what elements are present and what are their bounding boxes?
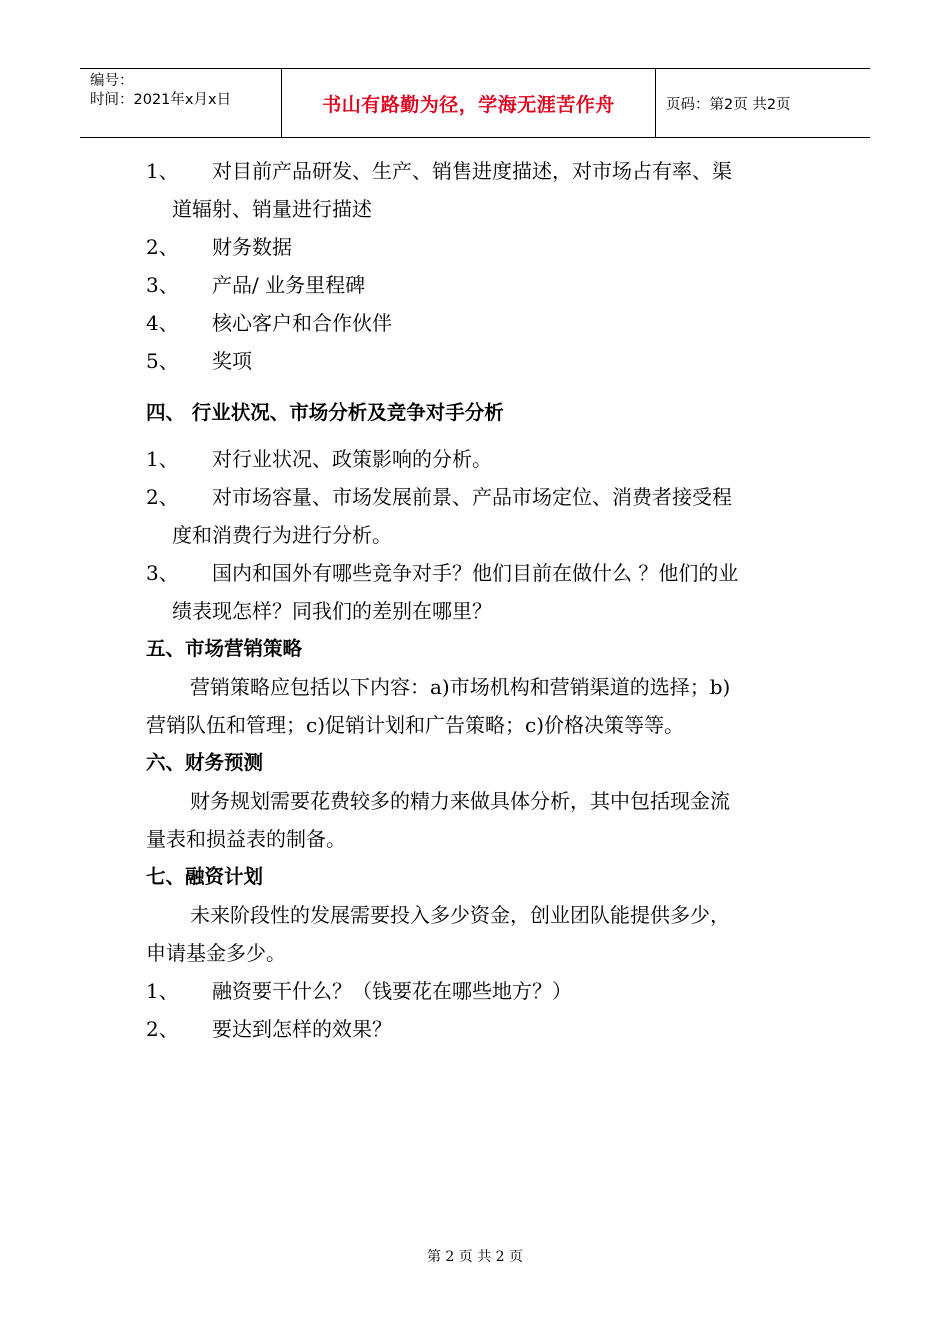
list-item — [146, 554, 806, 630]
document-date-label: 时间：2021年x月x日 — [90, 92, 232, 108]
list-number: 5、 — [146, 349, 179, 373]
paragraph-line: 申请基金多少。 — [146, 941, 286, 965]
list-item — [146, 228, 806, 266]
list-item — [146, 304, 806, 342]
paragraph — [146, 668, 806, 744]
section-heading: 五、市场营销策略 — [146, 637, 303, 660]
list-number: 3、 — [146, 273, 179, 297]
paragraph-line: 财务规划需要花费较多的精力来做具体分析，其中包括现金流 — [190, 789, 730, 813]
list-text: 国内和国外有哪些竞争对手？他们目前在做什么 ？他们的业 — [212, 561, 739, 585]
list-item — [146, 972, 806, 1010]
header-page-number: 页码：第2页 共2页 — [666, 96, 791, 113]
header-meta — [80, 69, 282, 137]
list-number: 2、 — [146, 485, 179, 509]
list-text: 对市场容量、市场发展前景、产品市场定位、消费者接受程 — [212, 485, 732, 509]
paragraph — [146, 896, 806, 972]
paragraph-line: 量表和损益表的制备。 — [146, 827, 346, 851]
list-number: 1、 — [146, 447, 179, 471]
header-motto: 书山有路勤为径，学海无涯苦作舟 — [282, 69, 656, 137]
list-number: 4、 — [146, 311, 179, 335]
paragraph-line: 营销队伍和管理；c)促销计划和广告策略；c)价格决策等等。 — [146, 713, 685, 737]
list-text: 财务数据 — [212, 235, 292, 259]
section-heading: 六、财务预测 — [146, 751, 264, 774]
paragraph — [146, 782, 806, 858]
list-text: 奖项 — [212, 349, 252, 373]
paragraph-line: 营销策略应包括以下内容：a)市场机构和营销渠道的选择；b) — [190, 675, 731, 699]
list-text: 对行业状况、政策影响的分析。 — [212, 447, 492, 471]
list-number: 1、 — [146, 159, 179, 183]
section-heading: 四、 行业状况、市场分析及竞争对手分析 — [146, 401, 504, 424]
list-text: 产品/ 业务里程碑 — [212, 273, 366, 297]
list-item — [146, 342, 806, 380]
list-number: 3、 — [146, 561, 179, 585]
list-number: 2、 — [146, 235, 179, 259]
list-item — [146, 1010, 806, 1048]
list-number: 1、 — [146, 979, 179, 1003]
list-text: 要达到怎样的效果？ — [212, 1017, 392, 1041]
list-item — [146, 266, 806, 304]
page-header — [80, 68, 870, 138]
paragraph-line: 未来阶段性的发展需要投入多少资金，创业团队能提供多少， — [190, 903, 730, 927]
page-footer: 第 2 页 共 2 页 — [426, 1249, 524, 1265]
document-number-label: 编号： — [90, 73, 134, 89]
list-item — [146, 152, 806, 228]
list-text-continued: 道辐射、销量进行描述 — [172, 197, 372, 221]
list-text-continued: 度和消费行为进行分析。 — [172, 523, 392, 547]
list-text: 对目前产品研发、生产、销售进度描述，对市场占有率、渠 — [212, 159, 732, 183]
list-number: 2、 — [146, 1017, 179, 1041]
section-heading: 七、融资计划 — [146, 865, 264, 888]
list-text-continued: 绩表现怎样？同我们的差别在哪里？ — [172, 599, 492, 623]
list-item — [146, 440, 806, 478]
list-item — [146, 478, 806, 554]
document-body — [146, 152, 806, 1048]
list-text: 融资要干什么？（钱要花在哪些地方？） — [212, 979, 572, 1003]
list-text: 核心客户和合作伙伴 — [212, 311, 392, 335]
